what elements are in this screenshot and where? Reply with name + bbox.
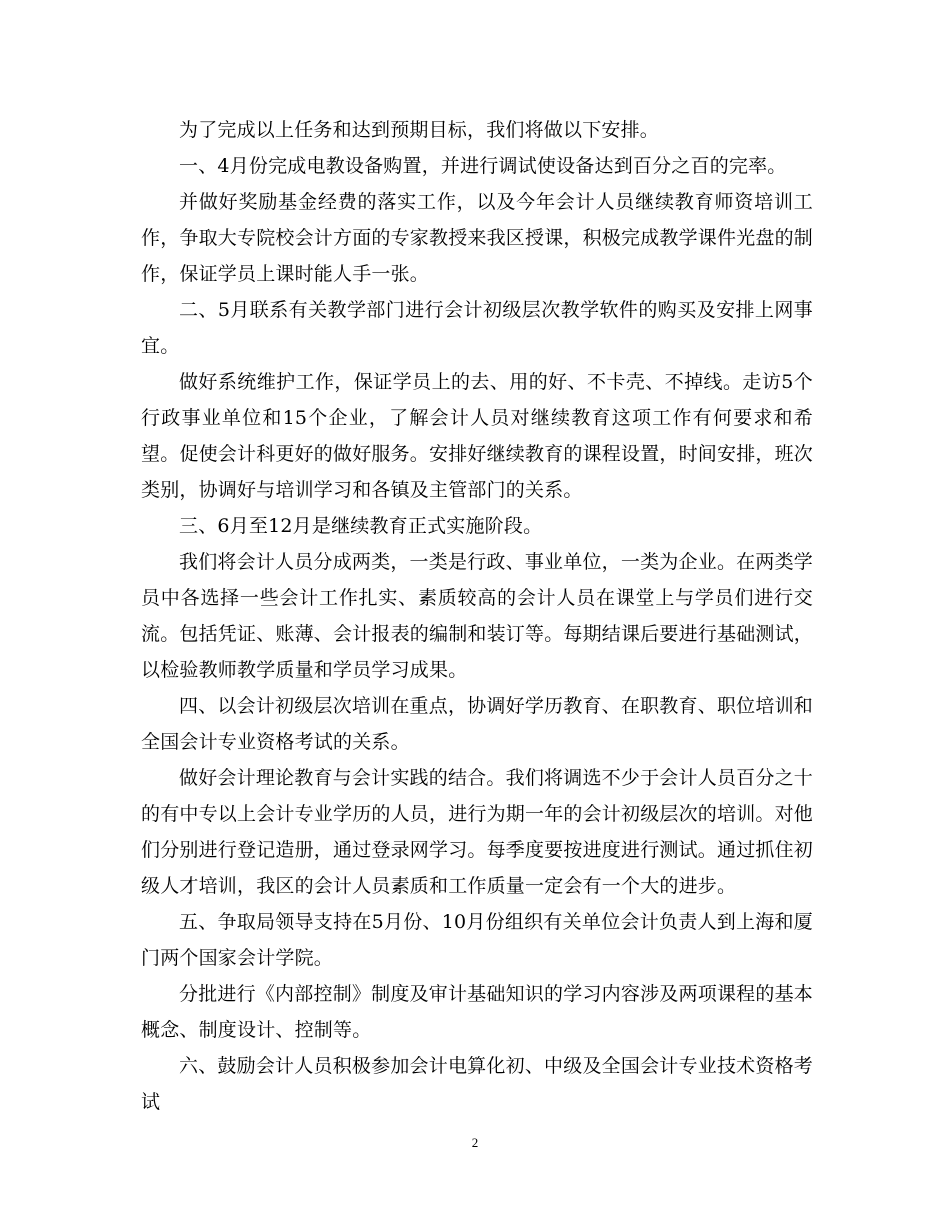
paragraph-item-4-detail: 做好会计理论教育与会计实践的结合。我们将调选不少于会计人员百分之十的有中专以上会计专业学历的人员，进行为期一年的会计初级层次的培训。对他们分别进行登记造册，通过登录网学习。每季度要按进度进行测试。通过抓住初级人才培训，我区的会计人员素质和工作质量一定会有一个大的进步。 bbox=[141, 767, 814, 897]
paragraph-item-5: 五、争取局领导支持在5月份、10月份组织有关单位会计负责人到上海和厦门两个国家会计学院。 bbox=[141, 911, 813, 969]
paragraph-intro: 为了完成以上任务和达到预期目标，我们将做以下安排。 bbox=[179, 119, 660, 141]
page-number: 2 bbox=[471, 1135, 479, 1150]
paragraph-item-2: 二、5月联系有关教学部门进行会计初级层次教学软件的购买及安排上网事宜。 bbox=[141, 299, 813, 357]
paragraph-item-4: 四、以会计初级层次培训在重点，协调好学历教育、在职教育、职位培训和全国会计专业资格考试的关系。 bbox=[141, 695, 813, 753]
paragraph-item-1: 一、4月份完成电教设备购置，并进行调试使设备达到百分之百的完率。 bbox=[179, 155, 787, 177]
document-body bbox=[141, 112, 813, 1120]
paragraph-item-3-detail: 我们将会计人员分成两类，一类是行政、事业单位，一类为企业。在两类学员中各选择一些会计工作扎实、素质较高的会计人员在课堂上与学员们进行交流。包括凭证、账薄、会计报表的编制和装订等。每期结课后要进行基础测试，以检验教师教学质量和学员学习成果。 bbox=[141, 551, 814, 681]
paragraph-item-2-detail: 做好系统维护工作，保证学员上的去、用的好、不卡壳、不掉线。走访5个行政事业单位和15个企业，了解会计人员对继续教育这项工作有何要求和希望。促使会计科更好的做好服务。安排好继续教育的课程设置，时间安排，班次类别，协调好与培训学习和各镇及主管部门的关系。 bbox=[141, 371, 814, 501]
paragraph-item-5-detail: 分批进行《内部控制》制度及审计基础知识的学习内容涉及两项课程的基本概念、制度设计、控制等。 bbox=[141, 983, 813, 1041]
paragraph-item-6: 六、鼓励会计人员积极参加会计电算化初、中级及全国会计专业技术资格考试 bbox=[141, 1055, 813, 1113]
paragraph-item-3: 三、6月至12月是继续教育正式实施阶段。 bbox=[179, 515, 543, 537]
paragraph-item-1-detail: 并做好奖励基金经费的落实工作，以及今年会计人员继续教育师资培训工作，争取大专院校会计方面的专家教授来我区授课，积极完成教学课件光盘的制作，保证学员上课时能人手一张。 bbox=[141, 191, 814, 285]
